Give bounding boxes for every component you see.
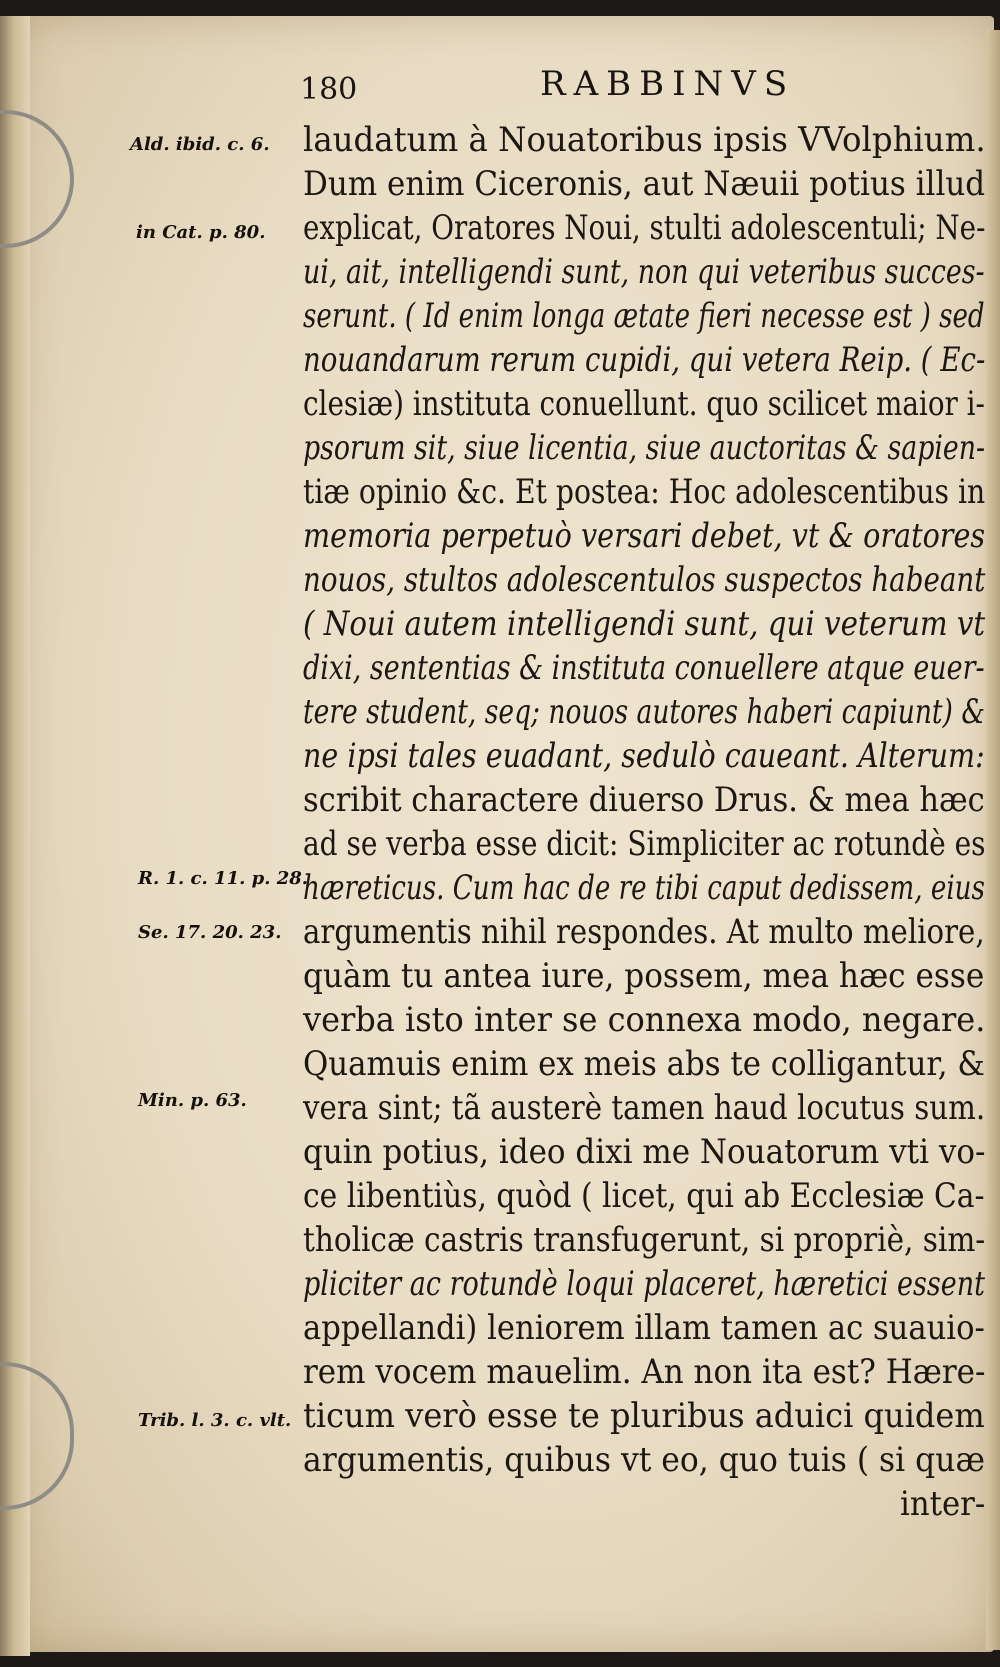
- text-line: ne ipsi tales euadant, sedulò caueant. Alterum:: [303, 736, 985, 776]
- text-line: explicat, Oratores Noui, stulti adolescentuli; Ne-: [303, 208, 986, 248]
- text-line: memoria perpetuò versari debet, vt & oratores: [303, 516, 986, 556]
- text-line: psorum sit, siue licentia, siue auctoritas & sapien-: [303, 428, 986, 468]
- text-line: tholicæ castris transfugerunt, si propriè, sim-: [303, 1220, 986, 1260]
- text-line: laudatum à Nouatoribus ipsis VVolphium.: [303, 120, 986, 160]
- margin-note: in Cat. p. 80.: [136, 222, 266, 243]
- text-line: argumentis nihil respondes. At multo meliore,: [303, 912, 985, 952]
- text-line: rem vocem mauelim. An non ita est? Hære-: [303, 1352, 986, 1392]
- text-line: ticum verò esse te pluribus aduici quidem: [303, 1396, 985, 1436]
- text-line: tiæ opinio &c. Et postea: Hoc adolescentibus in: [303, 472, 986, 512]
- running-head: RABBINVS: [540, 64, 796, 104]
- text-line: ui, ait, intelligendi sunt, non qui veteribus succes-: [303, 252, 985, 292]
- margin-note: Min. p. 63.: [138, 1090, 247, 1111]
- catchword: inter-: [900, 1484, 986, 1524]
- text-line: tere student, seq; nouos autores haberi capiunt) &: [303, 692, 985, 732]
- text-line: appellandi) leniorem illam tamen ac suauio-: [303, 1308, 985, 1348]
- text-line: nouos, stultos adolescentulos suspectos habeant: [303, 560, 986, 600]
- text-line: Dum enim Ciceronis, aut Næuii potius illud: [303, 164, 986, 204]
- margin-note: Se. 17. 20. 23.: [138, 922, 282, 943]
- text-line: Quamuis enim ex meis abs te colligantur, &: [303, 1044, 985, 1084]
- text-line: ( Noui autem intelligendi sunt, qui veterum vt: [303, 604, 986, 644]
- text-line: ad se verba esse dicit: Simpliciter ac rotundè es: [303, 824, 986, 864]
- text-line: pliciter ac rotundè loqui placeret, hæretici essent: [303, 1264, 986, 1304]
- text-line: quàm tu antea iure, possem, mea hæc esse: [303, 956, 985, 996]
- margin-note: Ald. ibid. c. 6.: [130, 134, 270, 155]
- text-line: nouandarum rerum cupidi, qui vetera Reip. ( Ec-: [303, 340, 986, 380]
- text-line: scribit charactere diuerso Drus. & mea hæc: [303, 780, 985, 820]
- text-line: argumentis, quibus vt eo, quo tuis ( si quæ: [303, 1440, 985, 1480]
- text-line: ce libentiùs, quòd ( licet, qui ab Ecclesiæ Ca-: [303, 1176, 985, 1216]
- page-number: 180: [300, 72, 358, 107]
- text-line: hæreticus. Cum hac de re tibi caput dedissem, eius: [303, 868, 985, 908]
- text-line: serunt. ( Id enim longa ætate fieri necesse est ) sed: [303, 296, 985, 336]
- text-line: dixi, sententias & instituta conuellere atque euer-: [303, 648, 985, 688]
- margin-note: R. 1. c. 11. p. 28.: [138, 868, 309, 889]
- text-line: clesiæ) instituta conuellunt. quo scilicet maior i-: [303, 384, 985, 424]
- margin-note: Trib. l. 3. c. vlt.: [138, 1410, 292, 1431]
- text-line: vera sint; tã austerè tamen haud locutus sum.: [303, 1088, 986, 1128]
- text-line: quin potius, ideo dixi me Nouatorum vti vo-: [303, 1132, 986, 1172]
- text-line: verba isto inter se connexa modo, negare.: [303, 1000, 986, 1040]
